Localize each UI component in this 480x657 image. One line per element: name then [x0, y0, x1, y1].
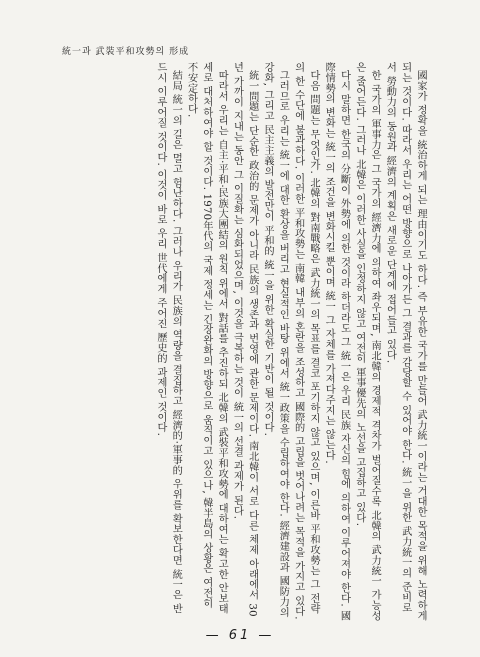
paragraph: 다시 말하면 한국의 分斷이 外勢에 의한 것이라 하더라도 그 統一은 우리 民族 자신의 힘에 의하여 이루어져야 한다. 國際情勢의 변화는 統一의 조건을 변화시킬 뿐이며 統一 그 자체를 가져다주지는 않는다.: [323, 62, 350, 621]
paragraph: 다음 問題는 무엇인가. 北韓의 對南戰略은 武力統一의 목표를 결코 포기하지 않고 있으며, 이른바 平和攻勢는 그 전략의 한 수단에 불과하다. 이러한 平和攻勢는 南韓 내부의 혼란을 조성하고 國際的 고립을 벗어나려는 목적을 가지고 있다.: [292, 62, 319, 620]
running-head: 統一과 武裝平和攻勢의 形成: [62, 47, 190, 57]
page-number: — 61 —: [205, 628, 275, 643]
paragraph: 한 국가의 軍事力은 그 국가의 經濟力에 의하여 좌우되며, 南北韓의 경제적 격차가 벌어질수록 北韓의 武力統一 가능성은 줄어든다. 그러나 北韓은 이러한 사실을 인정하지 않고 여전히 軍事優先의 노선을 고집하고 있다.: [353, 62, 381, 621]
body-text: [60, 62, 428, 622]
paragraph: 結局 統一의 길은 멀고 험난하다. 그러나 우리가 民族의 역량을 결집하고 經濟的·軍事的 우위를 확보한다면 統一은 반드시 이루어질 것이다. 이것이 바로 우리 世代에게 주어진 歷史的 과제인 것이다.: [154, 62, 182, 614]
paragraph: 그러므로 우리는 統一에 대한 환상을 버리고 현실적인 바탕 위에서 統一政策을 수립하여야 한다. 經濟建設과 國防力의 강화, 그리고 民主主義의 발전만이 平和的 統一을 위한 확실한 기반이 될 것이다.: [262, 62, 289, 618]
paragraph: 統一問題는 단순한 政治的 문제가 아니라 民族의 생존과 번영에 관한 문제이다. 南北韓이 서로 다른 체제 아래에서 30년 가까이 지내는 동안 그 이질화는 심화되었으며, 이것을 극복하는 것이 統一의 선결 과제가 된다.: [231, 62, 258, 617]
paragraph: 國家가 정확을 統治하게 되는 理由이기도 하다. 즉 부유한 국가를 만들어 武力統一이라는 거대한 목적을 위해 노력하게 되는 것이다. 따라서 우리는 어떤 방향으로 나아가든 그 결과를 감당할 수 있어야 한다. 統一을 위한 武力統一의 준비로서 勞動力의 동원과 經濟의 계획은 새로운 단계에 접어들고 있다.: [384, 62, 426, 621]
paragraph: 따라서 우리는 自主·平和·民族大團結의 원칙 위에서 對話를 추진하되 北韓의 武裝平和攻勢에 대하여는 확고한 안보태세로 대처하여야 할 것이다. 1970年代의 국제 정세는 긴장완화의 방향으로 움직이고 있으나, 韓半島의 상황은 여전히 不安定하다.: [185, 62, 228, 615]
